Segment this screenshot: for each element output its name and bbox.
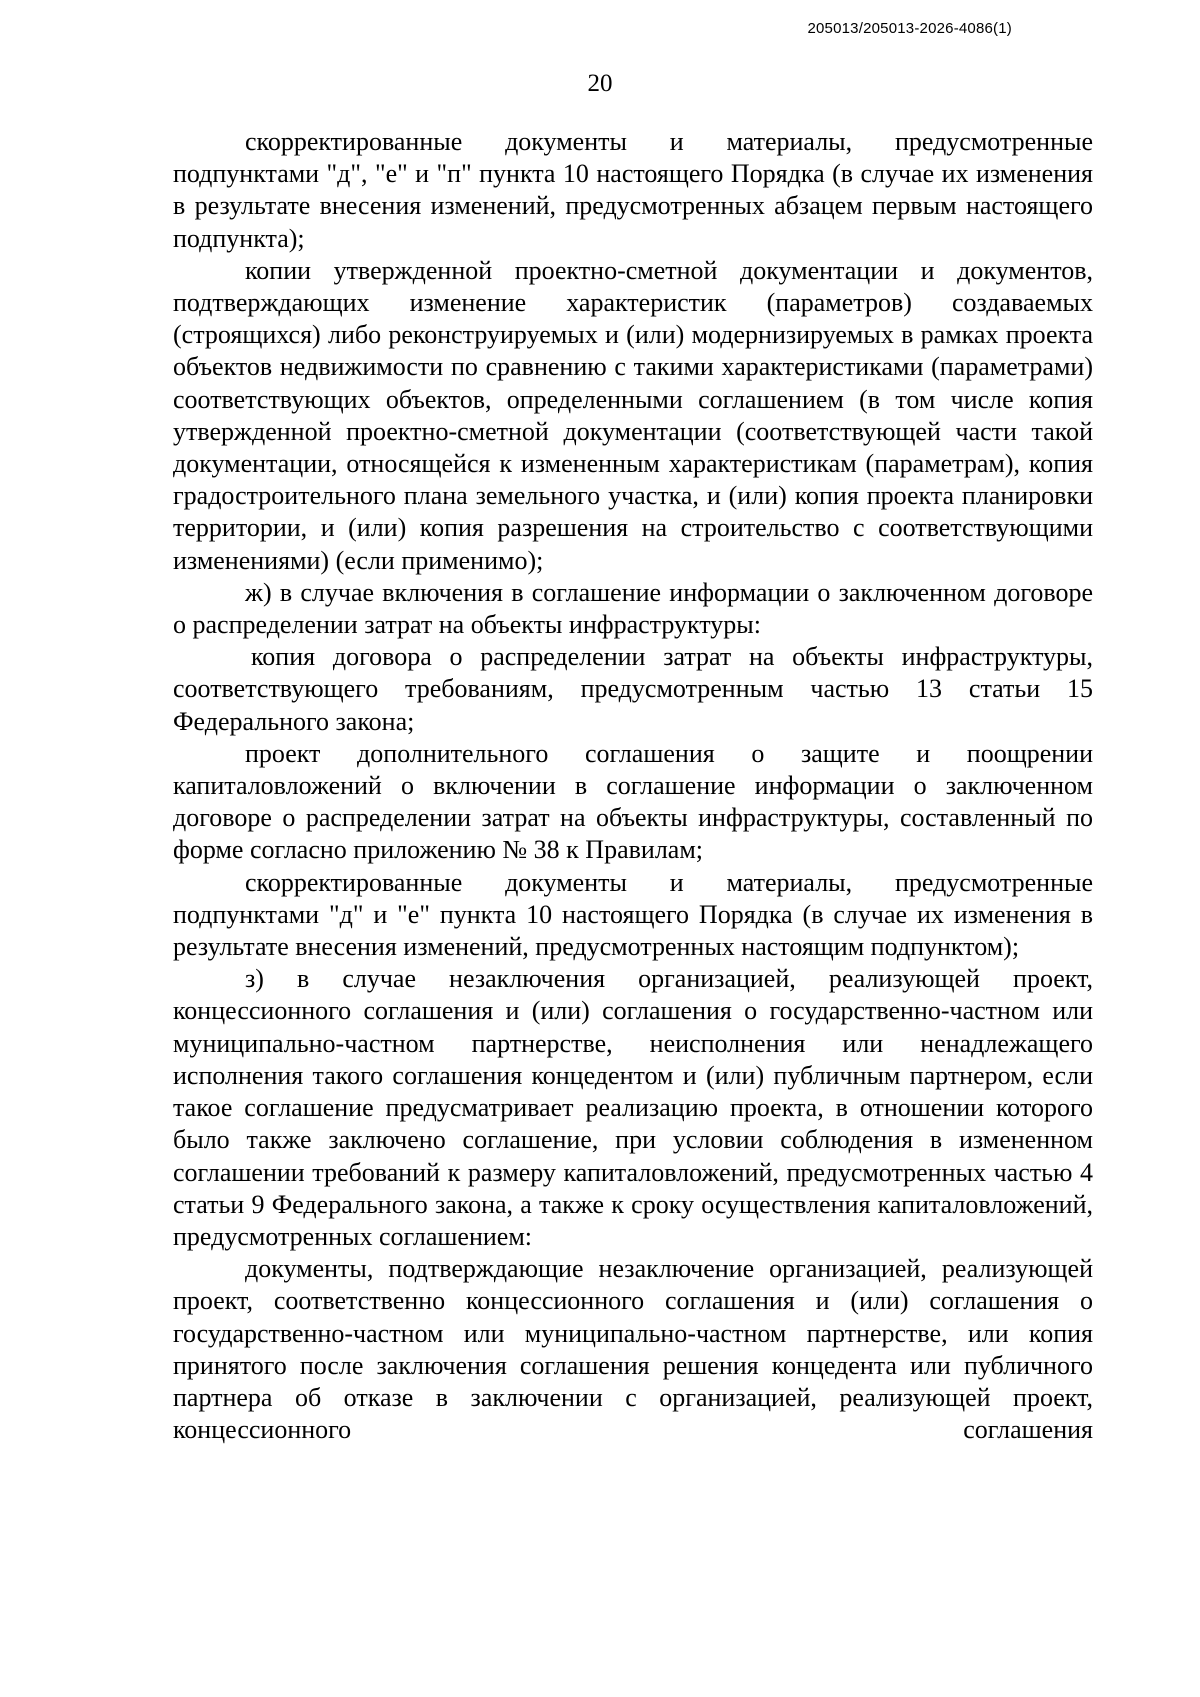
paragraph-5: проект дополнительного соглашения о защите и поощрении капиталовложений о включении в соглашение информации о заключенном договоре о распределении затрат на объекты инфраструктуры, составленный по форме согласно приложению № 38 к Правилам; <box>173 738 1093 865</box>
paragraph-1: скорректированные документы и материалы, предусмотренные подпунктами "д", "е" и "п" пункта 10 настоящего Порядка (в случае их изменения в результате внесения изменений, предусмотренных абзацем первым настоящего подпункта); <box>173 127 1093 253</box>
paragraph-2: копии утвержденной проектно-сметной документации и документов, подтверждающих изменение характеристик (параметров) создаваемых (строящихся) либо реконструируемых и (или) модернизируемых в рамках проекта объектов недвижимости по сравнению с такими характеристиками (параметрами) соответствующих объектов, определенными соглашением (в том числе копия утвержденной проектно-сметной документации (соответствующей части такой документации, относящейся к измененным характеристикам (параметрам), копия градостроительного плана земельного участка, и (или) копия проекта планировки территории, и (или) копия разрешения на строительство с соответствующими изменениями) (если применимо); <box>173 255 1093 575</box>
paragraph-3: ж) в случае включения в соглашение информации о заключенном договоре о распределении затрат на объекты инфраструктуры: <box>173 577 1093 640</box>
paragraph-6: скорректированные документы и материалы, предусмотренные подпунктами "д" и "е" пункта 10 настоящего Порядка (в случае их изменения в результате внесения изменений, предусмотренных настоящим подпунктом); <box>173 867 1093 962</box>
paragraph-7: з) в случае незаключения организацией, реализующей проект, концессионного соглашения и (или) соглашения о государственно-частном или муниципально-частном партнерстве, неисполнения или ненадлежащего исполнения такого соглашения концедентом и (или) публичным партнером, если такое соглашение предусматривает реализацию проекта, в отношении которого было также заключено соглашение, при условии соблюдения в измененном соглашении требований к размеру капиталовложений, предусмотренных частью 4 статьи 9 Федерального закона, а также к сроку осуществления капиталовложений, предусмотренных соглашением: <box>173 964 1093 1251</box>
document-id: 205013/205013-2026-4086(1) <box>807 20 1012 37</box>
document-body <box>173 126 1093 1446</box>
paragraph-4: копия договора о распределении затрат на объекты инфраструктуры, соответствующего требованиям, предусмотренным частью 13 статьи 15 Федерального закона; <box>173 642 1093 736</box>
page-number: 20 <box>587 70 613 97</box>
paragraph-8: документы, подтверждающие незаключение организацией, реализующей проект, соответственно концессионного соглашения и (или) соглашения о государственно-частном или муниципально-частном партнерстве, или копия принятого после заключения соглашения решения концедента или публичного партнера об отказе в заключении с организацией, реализующей проект, концессионного соглашения <box>173 1254 1093 1445</box>
